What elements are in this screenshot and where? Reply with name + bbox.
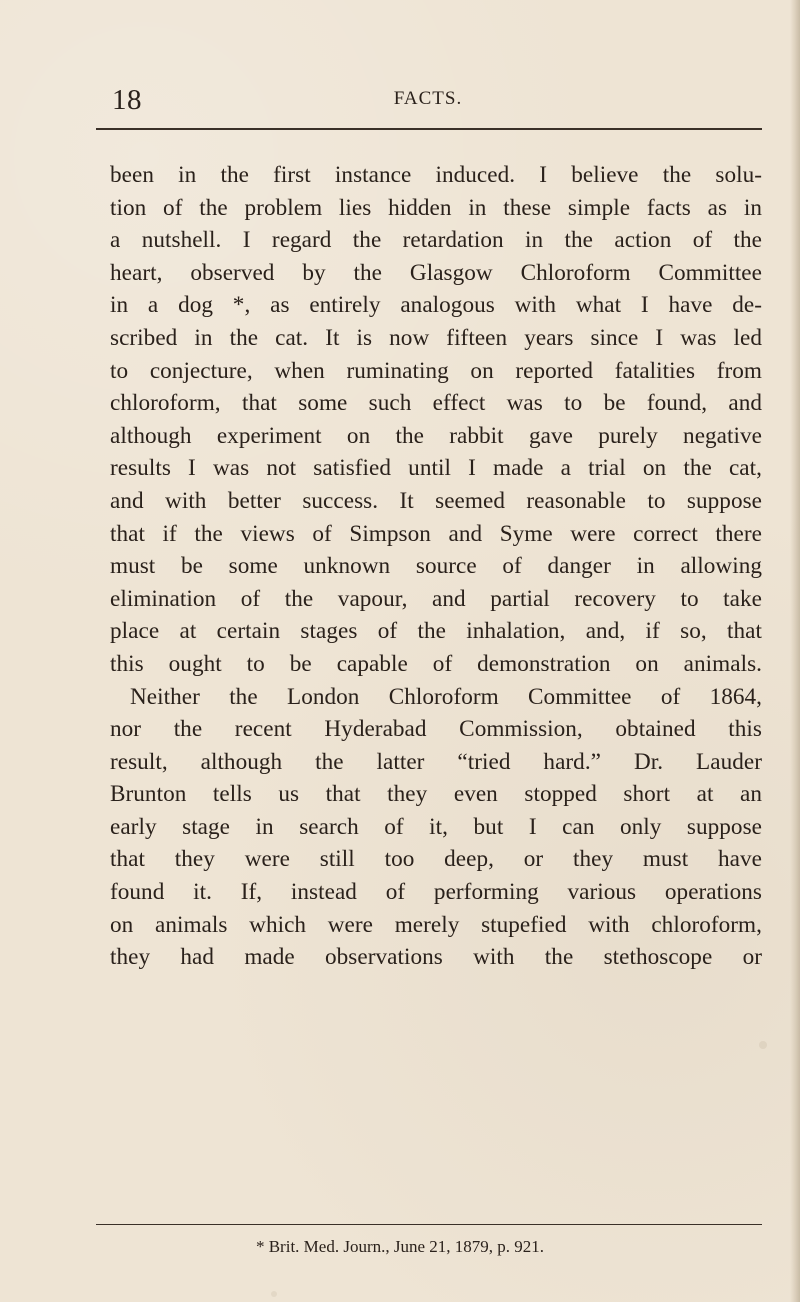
body-line: and with better success. It seemed reasonable to suppose (110, 487, 762, 514)
body-line: although experiment on the rabbit gave purely negative (110, 422, 762, 449)
body-line: found it. If, instead of performing various operations (110, 879, 762, 906)
body-line: to conjecture, when ruminating on reported fatalities from (110, 357, 762, 384)
body-line: Neither the London Chloroform Committee of 1864, (130, 683, 762, 710)
page-number: 18 (112, 84, 142, 116)
body-line: nor the recent Hyderabad Commission, obtained this (110, 716, 762, 743)
body-line: in a dog *, as entirely analogous with what I have de- (110, 292, 762, 319)
body-line: scribed in the cat. It is now fifteen years since I was led (110, 324, 762, 351)
body-text (110, 159, 762, 974)
body-line: that if the views of Simpson and Syme were correct there (110, 520, 762, 547)
paper-smudge (759, 1041, 767, 1049)
body-line: early stage in search of it, but I can only suppose (110, 813, 762, 840)
body-line: results I was not satisfied until I made a trial on the cat, (110, 455, 762, 482)
body-line: a nutshell. I regard the retardation in the action of the (110, 227, 762, 254)
footnote: * Brit. Med. Journ., June 21, 1879, p. 921. (255, 1237, 545, 1256)
body-line: Brunton tells us that they even stopped short at an (110, 781, 762, 808)
body-line: this ought to be capable of demonstration on animals. (110, 650, 762, 677)
body-line: heart, observed by the Glasgow Chloroform Committee (110, 259, 762, 286)
body-line: place at certain stages of the inhalation, and, if so, that (110, 618, 762, 645)
body-line: result, although the latter “tried hard.” Dr. Lauder (110, 748, 762, 775)
header-rule (96, 128, 762, 130)
body-line: must be some unknown source of danger in allowing (110, 553, 762, 580)
body-line: that they were still too deep, or they must have (110, 846, 762, 873)
body-line: chloroform, that some such effect was to be found, and (110, 390, 762, 417)
body-line: elimination of the vapour, and partial recovery to take (110, 585, 762, 612)
body-line: they had made observations with the stethoscope or (110, 944, 762, 971)
paper-smudge (271, 1291, 277, 1297)
body-line: been in the first instance induced. I believe the solu- (110, 162, 762, 188)
running-head: FACTS. (393, 88, 463, 109)
body-line: tion of the problem lies hidden in these simple facts as in (110, 194, 762, 221)
footnote-rule (96, 1224, 762, 1225)
page-header (94, 83, 762, 117)
body-line: on animals which were merely stupefied with chloroform, (110, 911, 762, 938)
page-edge-shadow (790, 0, 800, 1302)
